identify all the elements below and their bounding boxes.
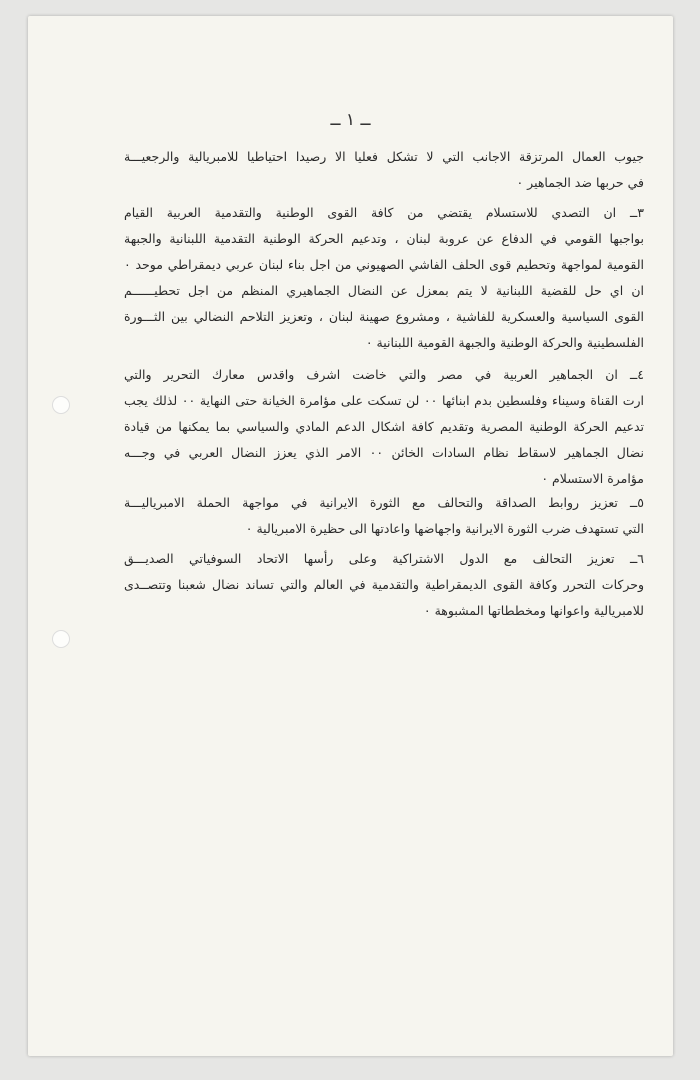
paragraph-3: [124, 362, 644, 492]
text-line: بواجبها القومي في الدفاع عن عروبة لبنان ، وتدعيم الحركة الوطنية التقدمية اللبنانية والجبهة: [124, 231, 644, 246]
text-line: ان اي حل للقضية اللبنانية لا يتم بمعزل عن النضال الجماهيري المنظم من اجل تحطيــــــم: [124, 283, 644, 298]
text-line: جيوب العمال المرتزقة الاجانب التي لا تشكل فعليا الا رصيدا احتياطيا للامبريالية والرجعيـــة: [124, 149, 644, 164]
text-line: ارت القناة وسيناء وفلسطين بدم ابنائها ٠٠ لن تسكت على مؤامرة الخيانة حتى النهاية ٠٠ لذلك يجب: [124, 393, 644, 408]
text-line: ٥ــ تعزيز روابط الصداقة والتحالف مع الثورة الايرانية في مواجهة الحملة الامبرياليـــة: [124, 495, 644, 510]
text-line: ٣ــ ان التصدي للاستسلام يقتضي من كافة القوى الوطنية والتقدمية العربية القيام: [124, 205, 644, 220]
page-number: ــ ١ ــ: [330, 110, 371, 130]
punch-hole: [52, 630, 70, 648]
text-line: ٦ــ تعزيز التحالف مع الدول الاشتراكية وعلى رأسها الاتحاد السوفياتي الصديـــق: [124, 551, 644, 566]
punch-hole: [52, 396, 70, 414]
text-line: تدعيم الحركة الوطنية المصرية وتقديم كافة اشكال الدعم المادي والسياسي بما يمكنها من قيادة: [124, 419, 644, 434]
paragraph-1: [124, 144, 644, 196]
text-line: التي تستهدف ضرب الثورة الايرانية واجهاضها واعادتها الى حظيرة الامبريالية ٠: [245, 521, 644, 536]
document-page: [28, 16, 673, 1056]
text-line: مؤامرة الاستسلام ٠: [541, 471, 644, 486]
paragraph-4: [124, 490, 644, 542]
text-line: ٤ــ ان الجماهير العربية في مصر والتي خاضت اشرف واقدس معارك التحرير والتي: [124, 367, 644, 382]
text-line: القوى السياسية والعسكرية للفاشية ، ومشروع صهينة لبنان ، وتعزيز التلاحم النضالي بين الثـــورة: [124, 309, 644, 324]
text-line: في حربها ضد الجماهير ٠: [516, 175, 644, 190]
paragraph-2: [124, 200, 644, 356]
text-line: القومية لمواجهة وتحطيم قوى الحلف الفاشي الصهيوني من اجل بناء لبنان عربي ديمقراطي موحد ٠: [124, 257, 644, 272]
text-line: للامبريالية واعوانها ومخططاتها المشبوهة ٠: [423, 603, 644, 618]
text-line: نضال الجماهير لاسقاط نظام السادات الخائن ٠٠ الامر الذي يعزز النضال العربي في وجـــه: [124, 445, 644, 460]
paragraph-5: [124, 546, 644, 624]
text-line: وحركات التحرر وكافة القوى الديمقراطية والتقدمية في العالم والتي تساند نضال شعبنا وتتصــدى: [124, 577, 644, 592]
text-line: الفلسطينية والحركة الوطنية والجبهة القومية اللبنانية ٠: [365, 335, 644, 350]
